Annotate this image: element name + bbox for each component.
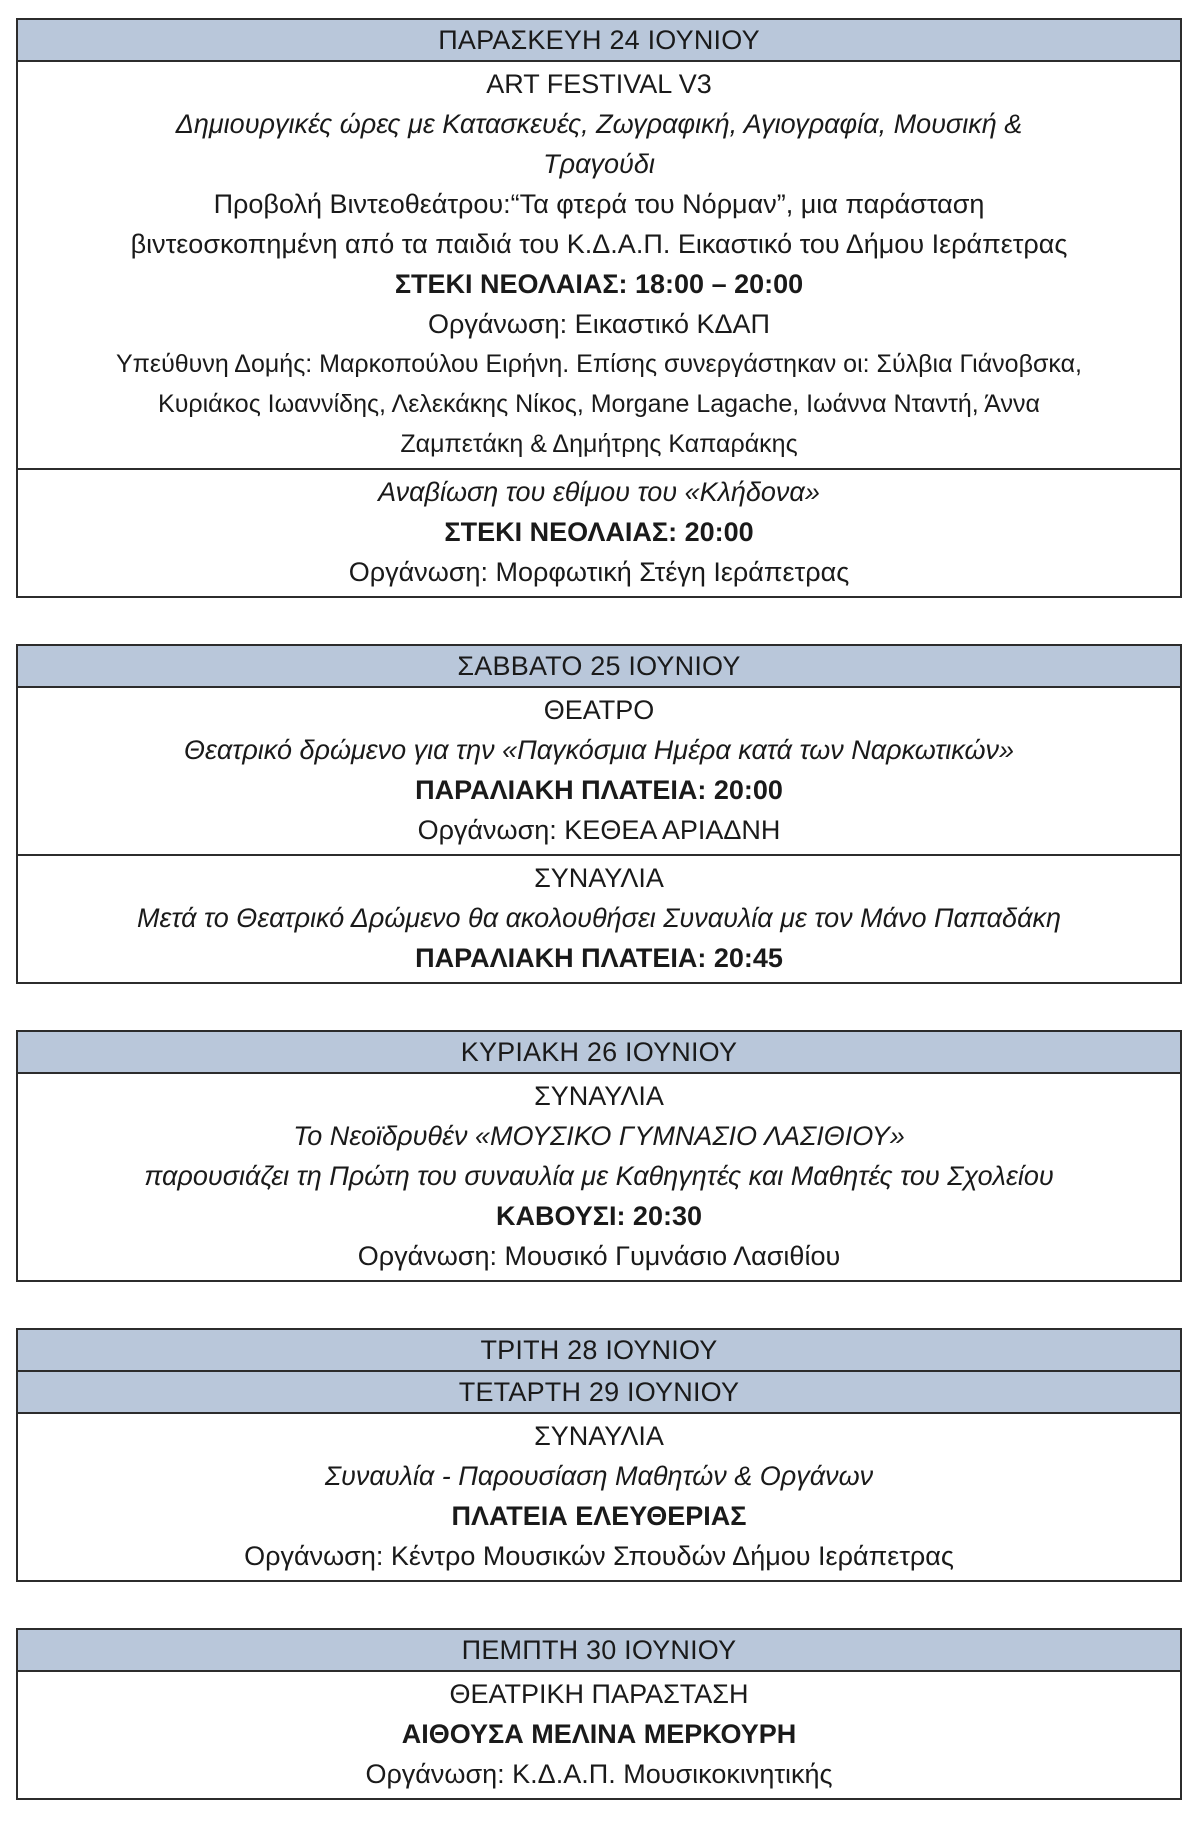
- day-header: ΠΑΡΑΣΚΕΥΗ 24 ΙΟΥΝΙΟΥ: [18, 20, 1180, 62]
- event-description: Θεατρικό δρώμενο για την «Παγκόσμια Ημέρα κατά των Ναρκωτικών»: [183, 735, 1015, 765]
- day-header: ΠΕΜΠΤΗ 30 ΙΟΥΝΙΟΥ: [18, 1630, 1180, 1672]
- day-header: ΣΑΒΒΑΤΟ 25 ΙΟΥΝΙΟΥ: [18, 646, 1180, 688]
- event-venue-time: ΠΑΡΑΛΙΑΚΗ ΠΛΑΤΕΙΑ: 20:45: [415, 943, 783, 973]
- event-title: ART FESTIVAL V3: [486, 69, 712, 99]
- event-description: βιντεοσκοπημένη από τα παιδιά του Κ.Δ.Α.Π. Εικαστικό του Δήμου Ιεράπετρας: [130, 229, 1068, 259]
- event-venue-time: ΚΑΒΟΥΣΙ: 20:30: [495, 1201, 702, 1231]
- event-description: Δημιουργικές ώρες με Κατασκευές, Ζωγραφική, Αγιογραφία, Μουσική &: [175, 109, 1023, 139]
- day-table-thursday-30: [16, 1628, 1182, 1800]
- event-title: ΣΥΝΑΥΛΙΑ: [534, 863, 664, 893]
- event-description: Μετά το Θεατρικό Δρώμενο θα ακολουθήσει Συναυλία με τον Μάνο Παπαδάκη: [137, 903, 1061, 933]
- event-credits: Ζαμπετάκη & Δημήτρης Καπαράκης: [400, 430, 798, 458]
- event-program: [16, 18, 1182, 1846]
- event-description: Αναβίωση του εθίμου του «Κλήδονα»: [378, 477, 820, 507]
- day-table-sunday-26: [16, 1030, 1182, 1282]
- day-table-saturday-25: [16, 644, 1182, 984]
- event-organizer: Οργάνωση: Μουσικό Γυμνάσιο Λασιθίου: [357, 1241, 841, 1271]
- event-description: Συναυλία - Παρουσίαση Μαθητών & Οργάνων: [324, 1461, 874, 1491]
- event-organizer: Οργάνωση: ΚΕΘΕΑ ΑΡΙΑΔΝΗ: [417, 815, 781, 845]
- event-description: Το Νεοϊδρυθέν «ΜΟΥΣΙΚΟ ΓΥΜΝΑΣΙΟ ΛΑΣΙΘΙΟΥ»: [293, 1121, 905, 1151]
- event-theatre-play: [18, 1672, 1180, 1798]
- day-table-friday-24: [16, 18, 1182, 598]
- event-venue: ΠΛΑΤΕΙΑ ΕΛΕΥΘΕΡΙΑΣ: [451, 1501, 747, 1531]
- day-header-secondary: ΤΕΤΑΡΤΗ 29 ΙΟΥΝΙΟΥ: [18, 1372, 1180, 1414]
- day-header: ΚΥΡΙΑΚΗ 26 ΙΟΥΝΙΟΥ: [18, 1032, 1180, 1074]
- event-venue-time: ΣΤΕΚΙ ΝΕΟΛΑΙΑΣ: 20:00: [444, 517, 754, 547]
- event-organizer: Οργάνωση: Κέντρο Μουσικών Σπουδών Δήμου Ιεράπετρας: [244, 1541, 954, 1571]
- event-concert: [18, 856, 1180, 982]
- event-organizer: Οργάνωση: Κ.Δ.Α.Π. Μουσικοκινητικής: [365, 1759, 833, 1789]
- event-theatre: [18, 688, 1180, 856]
- event-title: ΘΕΑΤΡΟ: [543, 695, 655, 725]
- event-klidonas: [18, 470, 1180, 596]
- event-description: παρουσιάζει τη Πρώτη του συναυλία με Καθηγητές και Μαθητές του Σχολείου: [144, 1161, 1054, 1191]
- event-title: ΣΥΝΑΥΛΙΑ: [534, 1421, 664, 1451]
- event-venue-time: ΠΑΡΑΛΙΑΚΗ ΠΛΑΤΕΙΑ: 20:00: [415, 775, 783, 805]
- event-venue: ΑΙΘΟΥΣΑ ΜΕΛΙΝΑ ΜΕΡΚΟΥΡΗ: [401, 1719, 797, 1749]
- event-title: ΘΕΑΤΡΙΚΗ ΠΑΡΑΣΤΑΣΗ: [449, 1679, 749, 1709]
- day-header: ΤΡΙΤΗ 28 ΙΟΥΝΙΟΥ: [18, 1330, 1180, 1372]
- event-title: ΣΥΝΑΥΛΙΑ: [534, 1081, 664, 1111]
- event-organizer: Οργάνωση: Εικαστικό ΚΔΑΠ: [427, 309, 771, 339]
- event-venue-time: ΣΤΕΚΙ ΝΕΟΛΑΙΑΣ: 18:00 – 20:00: [394, 269, 804, 299]
- event-art-festival: [18, 62, 1180, 470]
- event-description: Προβολή Βιντεοθεάτρου:“Τα φτερά του Νόρμαν”, μια παράσταση: [213, 189, 985, 219]
- event-credits: Κυριάκος Ιωαννίδης, Λελεκάκης Νίκος, Morgane Lagache, Ιωάννα Νταντή, Άννα: [158, 390, 1040, 418]
- event-description: Τραγούδι: [543, 149, 655, 179]
- event-credits: Υπεύθυνη Δομής: Μαρκοπούλου Ειρήνη. Επίσης συνεργάστηκαν οι: Σύλβια Γιάνοβσκα,: [116, 350, 1082, 378]
- event-organizer: Οργάνωση: Μορφωτική Στέγη Ιεράπετρας: [348, 557, 850, 587]
- day-table-tuesday-wednesday: [16, 1328, 1182, 1582]
- event-concert: [18, 1414, 1180, 1580]
- event-concert: [18, 1074, 1180, 1280]
